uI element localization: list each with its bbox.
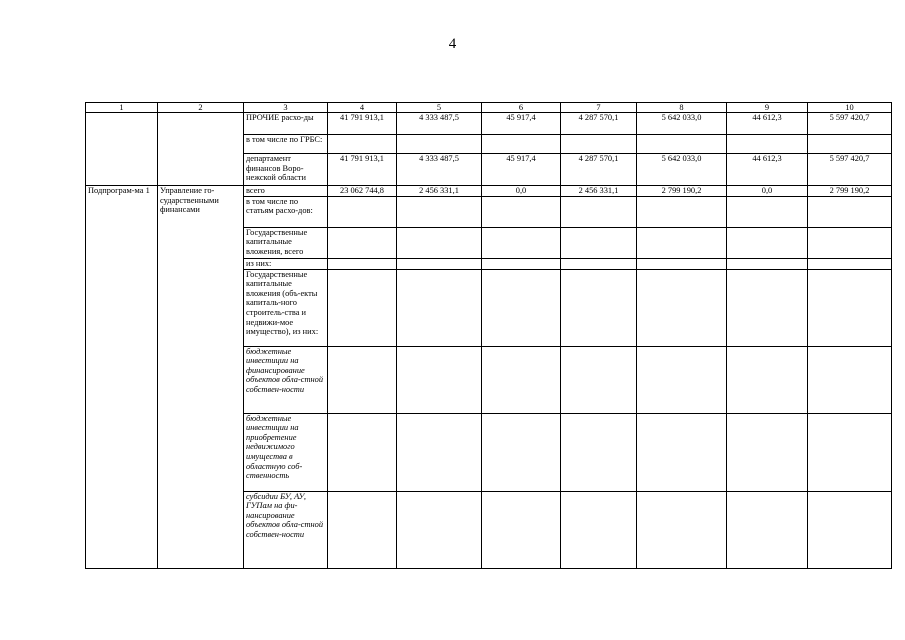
value-cell <box>328 196 397 227</box>
value-cell: 45 917,4 <box>482 113 561 135</box>
value-cell <box>561 269 637 346</box>
value-cell: 45 917,4 <box>482 154 561 186</box>
value-cell <box>397 491 482 568</box>
value-cell <box>808 346 892 413</box>
expense-item-cell: субсидии БУ, АУ, ГУПам на фи-нансирование объектов обла-стной собствен-ности <box>244 491 328 568</box>
value-cell <box>482 135 561 154</box>
value-cell: 23 062 744,8 <box>328 186 397 197</box>
value-cell: 0,0 <box>727 186 808 197</box>
value-cell: 4 287 570,1 <box>561 154 637 186</box>
value-cell <box>808 135 892 154</box>
value-cell <box>328 227 397 258</box>
value-cell <box>637 135 727 154</box>
value-cell <box>328 413 397 491</box>
value-cell: 2 799 190,2 <box>808 186 892 197</box>
value-cell <box>482 346 561 413</box>
value-cell: 41 791 913,1 <box>328 113 397 135</box>
value-cell: 0,0 <box>482 186 561 197</box>
program-cell <box>86 113 158 186</box>
page-number: 4 <box>448 36 457 52</box>
value-cell <box>397 269 482 346</box>
value-cell: 2 799 190,2 <box>637 186 727 197</box>
expense-item-cell: бюджетные инвестиции на финансирование объектов обла-стной собствен-ности <box>244 346 328 413</box>
value-cell <box>482 269 561 346</box>
value-cell <box>397 196 482 227</box>
value-cell: 44 612,3 <box>727 154 808 186</box>
value-cell <box>561 227 637 258</box>
value-cell: 44 612,3 <box>727 113 808 135</box>
value-cell <box>637 196 727 227</box>
expense-item-cell: всего <box>244 186 328 197</box>
value-cell: 4 333 487,5 <box>397 154 482 186</box>
subprogram-name-cell: Управление го-сударственными финансами <box>158 186 244 569</box>
value-cell <box>637 227 727 258</box>
value-cell <box>727 227 808 258</box>
expense-item-cell: из них: <box>244 258 328 269</box>
value-cell <box>328 258 397 269</box>
value-cell <box>637 258 727 269</box>
column-number: 8 <box>637 103 727 113</box>
value-cell: 4 333 487,5 <box>397 113 482 135</box>
value-cell: 5 642 033,0 <box>637 154 727 186</box>
value-cell <box>328 269 397 346</box>
table-row <box>86 186 892 197</box>
value-cell: 5 597 420,7 <box>808 113 892 135</box>
value-cell: 2 456 331,1 <box>561 186 637 197</box>
value-cell <box>808 258 892 269</box>
column-number: 4 <box>328 103 397 113</box>
value-cell <box>561 346 637 413</box>
expense-item-cell: в том числе по статьям расхо-дов: <box>244 196 328 227</box>
value-cell <box>808 227 892 258</box>
value-cell <box>397 258 482 269</box>
column-number: 5 <box>397 103 482 113</box>
value-cell <box>637 491 727 568</box>
program-name-cell <box>158 113 244 186</box>
expense-item-cell: Государственные капитальные вложения, всего <box>244 227 328 258</box>
value-cell <box>727 196 808 227</box>
table-row <box>86 113 892 135</box>
value-cell <box>637 346 727 413</box>
value-cell <box>482 196 561 227</box>
value-cell <box>637 413 727 491</box>
column-number: 3 <box>244 103 328 113</box>
value-cell: 41 791 913,1 <box>328 154 397 186</box>
column-number: 10 <box>808 103 892 113</box>
value-cell: 5 642 033,0 <box>637 113 727 135</box>
value-cell <box>328 346 397 413</box>
value-cell <box>482 491 561 568</box>
value-cell <box>727 413 808 491</box>
value-cell <box>397 135 482 154</box>
value-cell <box>397 413 482 491</box>
value-cell <box>561 413 637 491</box>
expense-item-cell: департамент финансов Воро-нежской области <box>244 154 328 186</box>
value-cell <box>727 491 808 568</box>
expense-item-cell: бюджетные инвестиции на приобретение недвижимого имущества в областную соб-ственность <box>244 413 328 491</box>
expense-item-cell: Государственные капитальные вложения (объ-екты капиталь-ного строитель-ства и недвижи-мое имущество), из них: <box>244 269 328 346</box>
column-number: 1 <box>86 103 158 113</box>
value-cell <box>482 258 561 269</box>
value-cell <box>808 269 892 346</box>
expense-item-cell: ПРОЧИЕ расхо-ды <box>244 113 328 135</box>
value-cell <box>727 269 808 346</box>
value-cell <box>482 413 561 491</box>
value-cell <box>561 196 637 227</box>
value-cell <box>561 491 637 568</box>
value-cell <box>397 227 482 258</box>
value-cell <box>561 135 637 154</box>
column-number: 7 <box>561 103 637 113</box>
table-header-row <box>86 103 892 113</box>
column-number: 2 <box>158 103 244 113</box>
value-cell <box>397 346 482 413</box>
value-cell <box>808 413 892 491</box>
column-number: 6 <box>482 103 561 113</box>
value-cell <box>561 258 637 269</box>
value-cell <box>328 491 397 568</box>
value-cell <box>328 135 397 154</box>
value-cell <box>727 258 808 269</box>
value-cell: 5 597 420,7 <box>808 154 892 186</box>
value-cell: 2 456 331,1 <box>397 186 482 197</box>
value-cell <box>808 196 892 227</box>
subprogram-cell: Подпрограм-ма 1 <box>86 186 158 569</box>
value-cell: 4 287 570,1 <box>561 113 637 135</box>
column-number: 9 <box>727 103 808 113</box>
value-cell <box>808 491 892 568</box>
value-cell <box>727 346 808 413</box>
expense-item-cell: в том числе по ГРБС: <box>244 135 328 154</box>
budget-table <box>85 102 892 569</box>
value-cell <box>637 269 727 346</box>
value-cell <box>727 135 808 154</box>
value-cell <box>482 227 561 258</box>
